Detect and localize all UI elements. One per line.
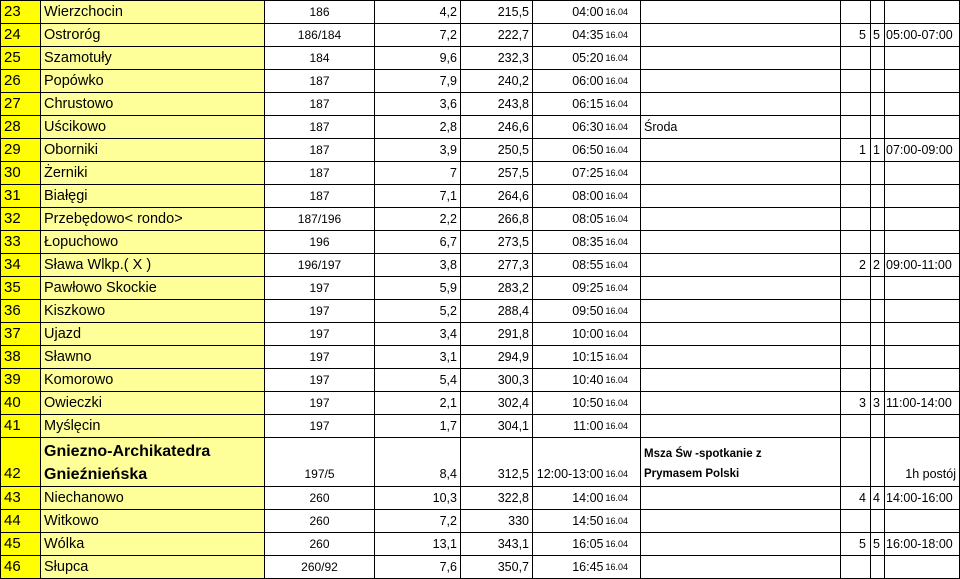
stop-note-line1: Msza Św -spotkanie z xyxy=(644,448,762,460)
road-number: 187 xyxy=(265,185,375,208)
stop-index-b: 5 xyxy=(871,533,885,556)
arrival-date: 16.04 xyxy=(605,47,641,70)
stop-number: 43 xyxy=(1,487,41,510)
stop-name: Przebędowo< rondo> xyxy=(41,208,265,231)
total-distance: 257,5 xyxy=(461,162,533,185)
table-row xyxy=(1,139,960,162)
arrival-time: 06:30 xyxy=(533,116,605,139)
table-row xyxy=(1,392,960,415)
arrival-date: 16.04 xyxy=(605,1,641,24)
table-row xyxy=(1,510,960,533)
stop-name: Owieczki xyxy=(41,392,265,415)
table-row xyxy=(1,254,960,277)
segment-distance: 2,1 xyxy=(375,392,461,415)
table-row xyxy=(1,208,960,231)
arrival-time: 08:35 xyxy=(533,231,605,254)
stop-number: 29 xyxy=(1,139,41,162)
stop-index-a xyxy=(841,1,871,24)
road-number: 260/92 xyxy=(265,556,375,579)
stop-index-b xyxy=(871,231,885,254)
stop-index-b xyxy=(871,208,885,231)
stop-hours xyxy=(885,369,960,392)
stop-index-a xyxy=(841,231,871,254)
segment-distance: 7 xyxy=(375,162,461,185)
segment-distance: 3,9 xyxy=(375,139,461,162)
total-distance: 240,2 xyxy=(461,70,533,93)
arrival-time: 10:40 xyxy=(533,369,605,392)
stop-hours xyxy=(885,93,960,116)
arrival-time: 16:45 xyxy=(533,556,605,579)
arrival-date: 16.04 xyxy=(605,438,641,487)
stop-number: 46 xyxy=(1,556,41,579)
arrival-time: 10:50 xyxy=(533,392,605,415)
total-distance: 215,5 xyxy=(461,1,533,24)
total-distance: 343,1 xyxy=(461,533,533,556)
stop-index-b: 2 xyxy=(871,254,885,277)
stop-index-a xyxy=(841,369,871,392)
stop-index-a xyxy=(841,300,871,323)
stop-note xyxy=(641,300,841,323)
stop-hours: 11:00-14:00 xyxy=(885,392,960,415)
stop-index-b xyxy=(871,70,885,93)
stop-index-a: 4 xyxy=(841,487,871,510)
stop-note xyxy=(641,93,841,116)
table-row xyxy=(1,231,960,254)
arrival-date: 16.04 xyxy=(605,487,641,510)
stop-hours: 1h postój xyxy=(885,438,960,487)
stop-number: 32 xyxy=(1,208,41,231)
stop-index-a xyxy=(841,70,871,93)
table-row xyxy=(1,1,960,24)
arrival-date: 16.04 xyxy=(605,254,641,277)
stop-name: Żerniki xyxy=(41,162,265,185)
arrival-time: 08:55 xyxy=(533,254,605,277)
stop-index-a xyxy=(841,556,871,579)
arrival-date: 16.04 xyxy=(605,556,641,579)
table-row xyxy=(1,369,960,392)
table-row xyxy=(1,185,960,208)
stop-note xyxy=(641,510,841,533)
stop-number: 42 xyxy=(1,438,41,487)
stop-note xyxy=(641,277,841,300)
stop-number: 44 xyxy=(1,510,41,533)
stop-name: Sława Wlkp.( X ) xyxy=(41,254,265,277)
arrival-time: 09:25 xyxy=(533,277,605,300)
stop-note xyxy=(641,231,841,254)
total-distance: 300,3 xyxy=(461,369,533,392)
segment-distance: 7,6 xyxy=(375,556,461,579)
segment-distance: 4,2 xyxy=(375,1,461,24)
road-number: 197 xyxy=(265,392,375,415)
stop-name: Komorowo xyxy=(41,369,265,392)
stop-name: Chrustowo xyxy=(41,93,265,116)
stop-index-b xyxy=(871,438,885,487)
stop-hours xyxy=(885,1,960,24)
total-distance: 232,3 xyxy=(461,47,533,70)
stop-name: Wólka xyxy=(41,533,265,556)
segment-distance: 3,6 xyxy=(375,93,461,116)
stop-hours xyxy=(885,185,960,208)
stop-note xyxy=(641,254,841,277)
arrival-date: 16.04 xyxy=(605,277,641,300)
road-number: 186 xyxy=(265,1,375,24)
arrival-time: 14:50 xyxy=(533,510,605,533)
road-number: 197 xyxy=(265,277,375,300)
schedule-rows xyxy=(1,1,960,438)
arrival-date: 16.04 xyxy=(605,369,641,392)
stop-hours xyxy=(885,323,960,346)
stop-name: Oborniki xyxy=(41,139,265,162)
stop-note-line2: Prymasem Polski xyxy=(644,468,740,480)
stop-note xyxy=(641,369,841,392)
total-distance: 222,7 xyxy=(461,24,533,47)
arrival-date: 16.04 xyxy=(605,185,641,208)
arrival-date: 16.04 xyxy=(605,300,641,323)
total-distance: 264,6 xyxy=(461,185,533,208)
arrival-time: 10:15 xyxy=(533,346,605,369)
stop-index-b xyxy=(871,346,885,369)
stop-number: 39 xyxy=(1,369,41,392)
stop-name: Szamotuły xyxy=(41,47,265,70)
stop-name: Białęgi xyxy=(41,185,265,208)
arrival-time: 05:20 xyxy=(533,47,605,70)
segment-distance: 8,4 xyxy=(375,438,461,487)
table-row xyxy=(1,556,960,579)
stop-number: 38 xyxy=(1,346,41,369)
stop-index-a xyxy=(841,438,871,487)
stop-index-a xyxy=(841,93,871,116)
stop-index-a xyxy=(841,47,871,70)
arrival-time: 10:00 xyxy=(533,323,605,346)
arrival-date: 16.04 xyxy=(605,208,641,231)
stop-index-b xyxy=(871,277,885,300)
stop-number: 35 xyxy=(1,277,41,300)
stop-note: Środa xyxy=(641,116,841,139)
stop-hours xyxy=(885,556,960,579)
arrival-time: 04:00 xyxy=(533,1,605,24)
stop-index-b xyxy=(871,1,885,24)
arrival-date: 16.04 xyxy=(605,139,641,162)
stop-hours: 16:00-18:00 xyxy=(885,533,960,556)
total-distance: 277,3 xyxy=(461,254,533,277)
stop-index-a xyxy=(841,323,871,346)
table-row xyxy=(1,300,960,323)
table-row xyxy=(1,93,960,116)
stop-index-a: 1 xyxy=(841,139,871,162)
arrival-time: 14:00 xyxy=(533,487,605,510)
stop-hours xyxy=(885,47,960,70)
total-distance: 330 xyxy=(461,510,533,533)
stop-number: 28 xyxy=(1,116,41,139)
stop-name xyxy=(41,438,265,487)
arrival-date: 16.04 xyxy=(605,231,641,254)
stop-index-b xyxy=(871,323,885,346)
road-number: 187 xyxy=(265,116,375,139)
road-number: 196/197 xyxy=(265,254,375,277)
stop-index-a: 2 xyxy=(841,254,871,277)
stop-number: 26 xyxy=(1,70,41,93)
arrival-date: 16.04 xyxy=(605,392,641,415)
segment-distance: 3,1 xyxy=(375,346,461,369)
arrival-date: 16.04 xyxy=(605,93,641,116)
segment-distance: 1,7 xyxy=(375,415,461,438)
stop-hours xyxy=(885,277,960,300)
total-distance: 302,4 xyxy=(461,392,533,415)
schedule-rows-after xyxy=(1,487,960,579)
segment-distance: 9,6 xyxy=(375,47,461,70)
stop-name: Słupca xyxy=(41,556,265,579)
arrival-time: 07:25 xyxy=(533,162,605,185)
stop-hours xyxy=(885,162,960,185)
stop-index-a: 5 xyxy=(841,24,871,47)
stop-index-a xyxy=(841,510,871,533)
stop-hours xyxy=(885,300,960,323)
stop-index-a: 3 xyxy=(841,392,871,415)
arrival-date: 16.04 xyxy=(605,24,641,47)
table-row xyxy=(1,277,960,300)
stop-note xyxy=(641,438,841,487)
total-distance: 288,4 xyxy=(461,300,533,323)
stop-index-a xyxy=(841,277,871,300)
arrival-date: 16.04 xyxy=(605,510,641,533)
stop-index-b xyxy=(871,116,885,139)
segment-distance: 7,2 xyxy=(375,510,461,533)
road-number: 260 xyxy=(265,510,375,533)
table-row xyxy=(1,487,960,510)
segment-distance: 2,2 xyxy=(375,208,461,231)
road-number: 187 xyxy=(265,162,375,185)
arrival-date: 16.04 xyxy=(605,70,641,93)
arrival-date: 16.04 xyxy=(605,162,641,185)
road-number: 197/5 xyxy=(265,438,375,487)
stop-hours xyxy=(885,415,960,438)
arrival-time: 06:50 xyxy=(533,139,605,162)
road-number: 197 xyxy=(265,300,375,323)
road-number: 184 xyxy=(265,47,375,70)
stop-note xyxy=(641,185,841,208)
segment-distance: 3,4 xyxy=(375,323,461,346)
road-number: 197 xyxy=(265,323,375,346)
segment-distance: 13,1 xyxy=(375,533,461,556)
stop-index-b xyxy=(871,300,885,323)
stop-name: Niechanowo xyxy=(41,487,265,510)
total-distance: 266,8 xyxy=(461,208,533,231)
arrival-date: 16.04 xyxy=(605,116,641,139)
stop-index-b xyxy=(871,415,885,438)
table-row xyxy=(1,162,960,185)
road-number: 260 xyxy=(265,487,375,510)
arrival-time: 09:50 xyxy=(533,300,605,323)
stop-note xyxy=(641,487,841,510)
stop-hours xyxy=(885,231,960,254)
stop-note xyxy=(641,1,841,24)
total-distance: 246,6 xyxy=(461,116,533,139)
stop-hours: 09:00-11:00 xyxy=(885,254,960,277)
stop-index-b: 1 xyxy=(871,139,885,162)
stop-note xyxy=(641,24,841,47)
stop-number: 27 xyxy=(1,93,41,116)
stop-note xyxy=(641,392,841,415)
segment-distance: 5,9 xyxy=(375,277,461,300)
stop-number: 30 xyxy=(1,162,41,185)
segment-distance: 5,2 xyxy=(375,300,461,323)
stop-index-b: 3 xyxy=(871,392,885,415)
stop-number: 33 xyxy=(1,231,41,254)
total-distance: 291,8 xyxy=(461,323,533,346)
arrival-date: 16.04 xyxy=(605,533,641,556)
segment-distance: 2,8 xyxy=(375,116,461,139)
road-number: 260 xyxy=(265,533,375,556)
stop-number: 36 xyxy=(1,300,41,323)
table-row xyxy=(1,323,960,346)
stop-index-b: 5 xyxy=(871,24,885,47)
arrival-time: 11:00 xyxy=(533,415,605,438)
arrival-time: 08:05 xyxy=(533,208,605,231)
table-row xyxy=(1,24,960,47)
stop-index-a xyxy=(841,208,871,231)
stop-number: 40 xyxy=(1,392,41,415)
stop-note xyxy=(641,47,841,70)
stop-hours xyxy=(885,208,960,231)
road-number: 187 xyxy=(265,70,375,93)
arrival-time: 12:00-13:00 xyxy=(533,438,605,487)
stop-note xyxy=(641,162,841,185)
road-number: 197 xyxy=(265,346,375,369)
arrival-time: 06:00 xyxy=(533,70,605,93)
total-distance: 304,1 xyxy=(461,415,533,438)
stop-hours xyxy=(885,510,960,533)
table-row xyxy=(1,70,960,93)
stop-note xyxy=(641,70,841,93)
stop-hours: 05:00-07:00 xyxy=(885,24,960,47)
stop-note xyxy=(641,533,841,556)
stop-note xyxy=(641,415,841,438)
road-number: 186/184 xyxy=(265,24,375,47)
arrival-time: 08:00 xyxy=(533,185,605,208)
stop-hours xyxy=(885,116,960,139)
stop-number: 45 xyxy=(1,533,41,556)
road-number: 187/196 xyxy=(265,208,375,231)
stop-name: Popówko xyxy=(41,70,265,93)
stop-number: 25 xyxy=(1,47,41,70)
total-distance: 350,7 xyxy=(461,556,533,579)
road-number: 187 xyxy=(265,93,375,116)
stop-index-a: 5 xyxy=(841,533,871,556)
road-number: 197 xyxy=(265,415,375,438)
stop-index-a xyxy=(841,185,871,208)
stop-number: 34 xyxy=(1,254,41,277)
stop-hours xyxy=(885,70,960,93)
stop-name-line2: Gnieźnieńska xyxy=(44,466,148,483)
stop-index-b xyxy=(871,93,885,116)
special-stop xyxy=(1,438,960,487)
stop-index-b xyxy=(871,185,885,208)
arrival-time: 16:05 xyxy=(533,533,605,556)
stop-name: Myślęcin xyxy=(41,415,265,438)
table-row xyxy=(1,47,960,70)
road-number: 187 xyxy=(265,139,375,162)
stop-hours: 07:00-09:00 xyxy=(885,139,960,162)
stop-number: 24 xyxy=(1,24,41,47)
stop-index-b xyxy=(871,556,885,579)
stop-name: Uścikowo xyxy=(41,116,265,139)
stop-index-a xyxy=(841,162,871,185)
road-number: 197 xyxy=(265,369,375,392)
table-row xyxy=(1,533,960,556)
stop-name: Ujazd xyxy=(41,323,265,346)
stop-name: Witkowo xyxy=(41,510,265,533)
arrival-time: 06:15 xyxy=(533,93,605,116)
stop-index-b xyxy=(871,510,885,533)
arrival-date: 16.04 xyxy=(605,323,641,346)
stop-name: Ostroróg xyxy=(41,24,265,47)
stop-name: Wierzchocin xyxy=(41,1,265,24)
stop-note xyxy=(641,208,841,231)
stop-index-a xyxy=(841,116,871,139)
total-distance: 243,8 xyxy=(461,93,533,116)
stop-hours xyxy=(885,346,960,369)
stop-index-b: 4 xyxy=(871,487,885,510)
stop-index-b xyxy=(871,47,885,70)
stop-index-a xyxy=(841,346,871,369)
segment-distance: 5,4 xyxy=(375,369,461,392)
table-row xyxy=(1,346,960,369)
stop-index-a xyxy=(841,415,871,438)
segment-distance: 7,1 xyxy=(375,185,461,208)
stop-name: Kiszkowo xyxy=(41,300,265,323)
arrival-date: 16.04 xyxy=(605,346,641,369)
table-row xyxy=(1,116,960,139)
stop-note xyxy=(641,139,841,162)
arrival-date: 16.04 xyxy=(605,415,641,438)
stop-number: 31 xyxy=(1,185,41,208)
stop-note xyxy=(641,323,841,346)
stop-name: Sławno xyxy=(41,346,265,369)
stop-name-line1: Gniezno-Archikatedra xyxy=(44,443,211,460)
stop-index-b xyxy=(871,369,885,392)
stop-name: Łopuchowo xyxy=(41,231,265,254)
table-row xyxy=(1,415,960,438)
total-distance: 250,5 xyxy=(461,139,533,162)
stop-index-b xyxy=(871,162,885,185)
segment-distance: 6,7 xyxy=(375,231,461,254)
arrival-time: 04:35 xyxy=(533,24,605,47)
total-distance: 312,5 xyxy=(461,438,533,487)
segment-distance: 7,2 xyxy=(375,24,461,47)
total-distance: 322,8 xyxy=(461,487,533,510)
total-distance: 294,9 xyxy=(461,346,533,369)
stop-name: Pawłowo Skockie xyxy=(41,277,265,300)
total-distance: 273,5 xyxy=(461,231,533,254)
stop-number: 41 xyxy=(1,415,41,438)
road-number: 196 xyxy=(265,231,375,254)
segment-distance: 7,9 xyxy=(375,70,461,93)
table-row-special xyxy=(1,438,960,487)
stop-note xyxy=(641,556,841,579)
stop-number: 23 xyxy=(1,1,41,24)
stop-number: 37 xyxy=(1,323,41,346)
segment-distance: 3,8 xyxy=(375,254,461,277)
segment-distance: 10,3 xyxy=(375,487,461,510)
stop-hours: 14:00-16:00 xyxy=(885,487,960,510)
total-distance: 283,2 xyxy=(461,277,533,300)
stop-note xyxy=(641,346,841,369)
